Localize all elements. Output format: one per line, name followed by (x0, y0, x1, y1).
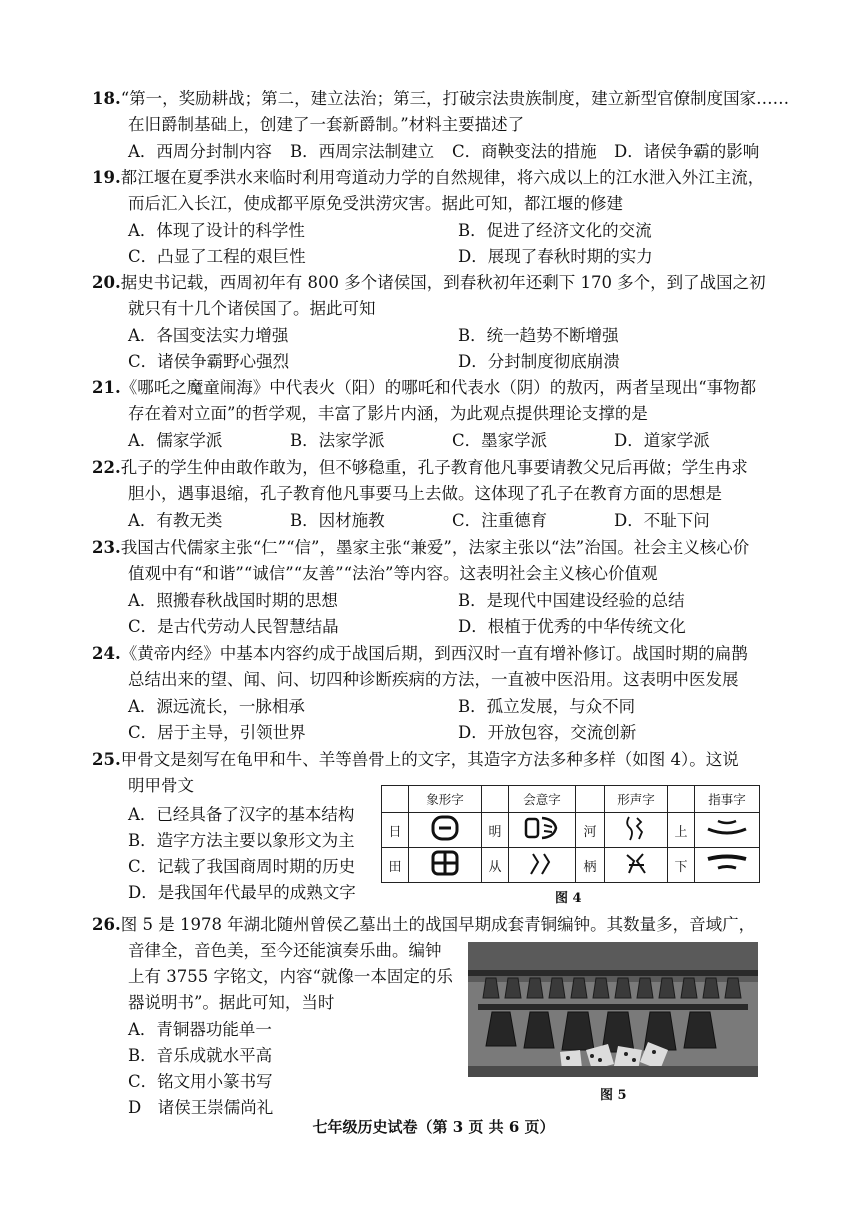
option-d[interactable]: D．道家学派 (614, 431, 710, 450)
question-text: 就只有十几个诸侯国了。据此可知 (128, 299, 376, 318)
char-shang: 上 (668, 813, 695, 848)
question-text: 上有 3755 字铭文，内容“就像一本固定的乐 (128, 967, 453, 986)
header-indicative: 指事字 (695, 786, 760, 813)
question-text: 我国古代儒家主张“仁”“信”，墨家主张“兼爱”，法家主张以“法”治国。社会主义核心价 (120, 538, 750, 557)
option-a[interactable]: A．各国变法实力增强 (128, 326, 289, 345)
option-d[interactable]: D．分封制度彻底崩溃 (458, 352, 620, 371)
header-ideograph: 会意字 (509, 786, 576, 813)
option-a[interactable]: A．源远流长，一脉相承 (128, 697, 305, 716)
question-19-options (128, 218, 788, 270)
question-number: 24. (92, 644, 121, 663)
question-21 (92, 375, 782, 427)
char-bing: 柄 (576, 848, 605, 883)
question-number: 26. (92, 915, 121, 934)
question-text: 胆小，遇事退缩，孔子教育他凡事要马上去做。这体现了孔子在教育方面的思想是 (128, 484, 722, 503)
option-a[interactable]: A．体现了设计的科学性 (128, 221, 305, 240)
figure-4-caption: 图 4 (555, 891, 582, 906)
option-c[interactable]: C．诸侯争霸野心强烈 (128, 352, 290, 371)
option-b[interactable]: B．法家学派 (290, 431, 385, 450)
option-b[interactable]: B．音乐成就水平高 (128, 1046, 273, 1065)
option-b[interactable]: B．因材施教 (290, 511, 385, 530)
oracle-glyph-icon (695, 848, 760, 883)
header-pictograph: 象形字 (409, 786, 482, 813)
question-25-options (128, 802, 378, 906)
oracle-glyph-icon (605, 813, 668, 848)
option-d[interactable]: D．开放包容，交流创新 (458, 723, 637, 742)
option-b[interactable]: B．孤立发展，与众不同 (458, 697, 636, 716)
oracle-glyph-icon (409, 813, 482, 848)
question-text: 图 5 是 1978 年湖北随州曾侯乙墓出土的战国早期成套青铜编钟。其数量多，音域广， (120, 915, 756, 934)
question-22 (92, 455, 782, 507)
option-d[interactable]: D 诸侯王崇儒尚礼 (128, 1098, 274, 1117)
question-text: 在旧爵制基础上，创建了一套新爵制。”材料主要描述了 (128, 115, 525, 134)
char-ming: 明 (482, 813, 509, 848)
option-b[interactable]: B．促进了经济文化的交流 (458, 221, 652, 240)
option-b[interactable]: B．统一趋势不断增强 (458, 326, 619, 345)
question-text: 《哪吒之魔童闹海》中代表火（阳）的哪吒和代表水（阴）的敖丙，两者呈现出“事物都 (120, 378, 757, 397)
question-20-options (128, 323, 788, 375)
option-a[interactable]: A．已经具备了汉字的基本结构 (128, 805, 355, 824)
question-18-options (128, 139, 788, 165)
option-a[interactable]: A．有教无类 (128, 511, 223, 530)
question-number: 20. (92, 273, 121, 292)
question-number: 25. (92, 750, 121, 769)
char-xia: 下 (668, 848, 695, 883)
question-text: 都江堰在夏季洪水来临时利用弯道动力学的自然规律，将六成以上的江水泄入外江主流， (120, 168, 765, 187)
question-text: 总结出来的望、闻、问、切四种诊断疾病的方法，一直被中医沿用。这表明中医发展 (128, 670, 739, 689)
option-c[interactable]: C．铭文用小篆书写 (128, 1072, 273, 1091)
oracle-glyph-icon (509, 848, 576, 883)
question-23 (92, 535, 782, 587)
option-d[interactable]: D．不耻下问 (614, 511, 710, 530)
header-phono-semantic: 形声字 (605, 786, 668, 813)
option-b[interactable]: B．是现代中国建设经验的总结 (458, 591, 685, 610)
option-b[interactable]: B．西周宗法制建立 (290, 142, 435, 161)
oracle-glyph-icon (695, 813, 760, 848)
question-text: 而后汇入长江，使成都平原免受洪涝灾害。据此可知，都江堰的修建 (128, 194, 623, 213)
oracle-glyph-icon (509, 813, 576, 848)
option-a[interactable]: A．西周分封制内容 (128, 142, 272, 161)
question-24 (92, 641, 782, 693)
page-footer: 七年级历史试卷（第 3 页 共 6 页） (312, 1118, 555, 1136)
question-22-options (128, 508, 788, 534)
question-text: “第一，奖励耕战；第二，建立法治；第三，打破宗法贵族制度，建立新型官僚制度国家…… (120, 89, 790, 108)
option-c[interactable]: C．居于主导，引领世界 (128, 723, 306, 742)
question-text: 存在着对立面”的哲学观，丰富了影片内涵，为此观点提供理论支撑的是 (128, 404, 648, 423)
option-d[interactable]: D．是我国年代最早的成熟文字 (128, 883, 356, 902)
char-tian: 田 (382, 848, 409, 883)
question-text: 值观中有“和谐”“诚信”“友善”“法治”等内容。这表明社会主义核心价值观 (128, 564, 658, 583)
option-a[interactable]: A．儒家学派 (128, 431, 223, 450)
char-he: 河 (576, 813, 605, 848)
option-c[interactable]: C．凸显了工程的艰巨性 (128, 247, 306, 266)
char-cong: 从 (482, 848, 509, 883)
question-18 (92, 86, 790, 138)
question-23-options (128, 588, 788, 640)
option-d[interactable]: D．根植于优秀的中华传统文化 (458, 617, 686, 636)
question-21-options (128, 428, 788, 454)
option-c[interactable]: C．商鞅变法的措施 (452, 142, 597, 161)
question-26-options (128, 1017, 378, 1121)
question-20 (92, 270, 782, 322)
question-text: 据史书记载，西周初年有 800 多个诸侯国，到春秋初年还剩下 170 多个，到了战国之初 (120, 273, 766, 292)
option-c[interactable]: C．是古代劳动人民智慧结晶 (128, 617, 339, 636)
option-c[interactable]: C．注重德育 (452, 511, 548, 530)
figure-5-caption: 图 5 (600, 1088, 627, 1103)
option-c[interactable]: C．记载了我国商周时期的历史 (128, 857, 356, 876)
option-a[interactable]: A．照搬春秋战国时期的思想 (128, 591, 338, 610)
oracle-bone-script-table (381, 785, 760, 883)
question-number: 21. (92, 378, 121, 397)
oracle-glyph-icon (409, 848, 482, 883)
question-number: 23. (92, 538, 121, 557)
question-text: 孔子的学生仲由敢作敢为，但不够稳重，孔子教育他凡事要请教父兄后再做；学生冉求 (120, 458, 748, 477)
option-b[interactable]: B．造字方法主要以象形文为主 (128, 831, 355, 850)
question-text: 音律全，音色美，至今还能演奏乐曲。编钟 (128, 941, 442, 960)
bronze-chime-bells-photo (468, 942, 758, 1077)
option-a[interactable]: A．青铜器功能单一 (128, 1020, 272, 1039)
option-d[interactable]: D．展现了春秋时期的实力 (458, 247, 653, 266)
option-d[interactable]: D．诸侯争霸的影响 (614, 142, 760, 161)
question-text: 甲骨文是刻写在龟甲和牛、羊等兽骨上的文字，其造字方法多种多样（如图 4）。这说 (120, 750, 739, 769)
question-number: 18. (92, 89, 121, 108)
question-number: 22. (92, 458, 121, 477)
question-text: 器说明书”。据此可知，当时 (128, 993, 335, 1012)
char-ri: 日 (382, 813, 409, 848)
option-c[interactable]: C．墨家学派 (452, 431, 548, 450)
oracle-glyph-icon (605, 848, 668, 883)
question-number: 19. (92, 168, 121, 187)
question-24-options (128, 694, 788, 746)
question-text: 明甲骨文 (128, 776, 194, 795)
question-text: 《黄帝内经》中基本内容约成于战国后期，到西汉时一直有增补修订。战国时期的扁鹊 (120, 644, 748, 663)
question-19 (92, 165, 782, 217)
